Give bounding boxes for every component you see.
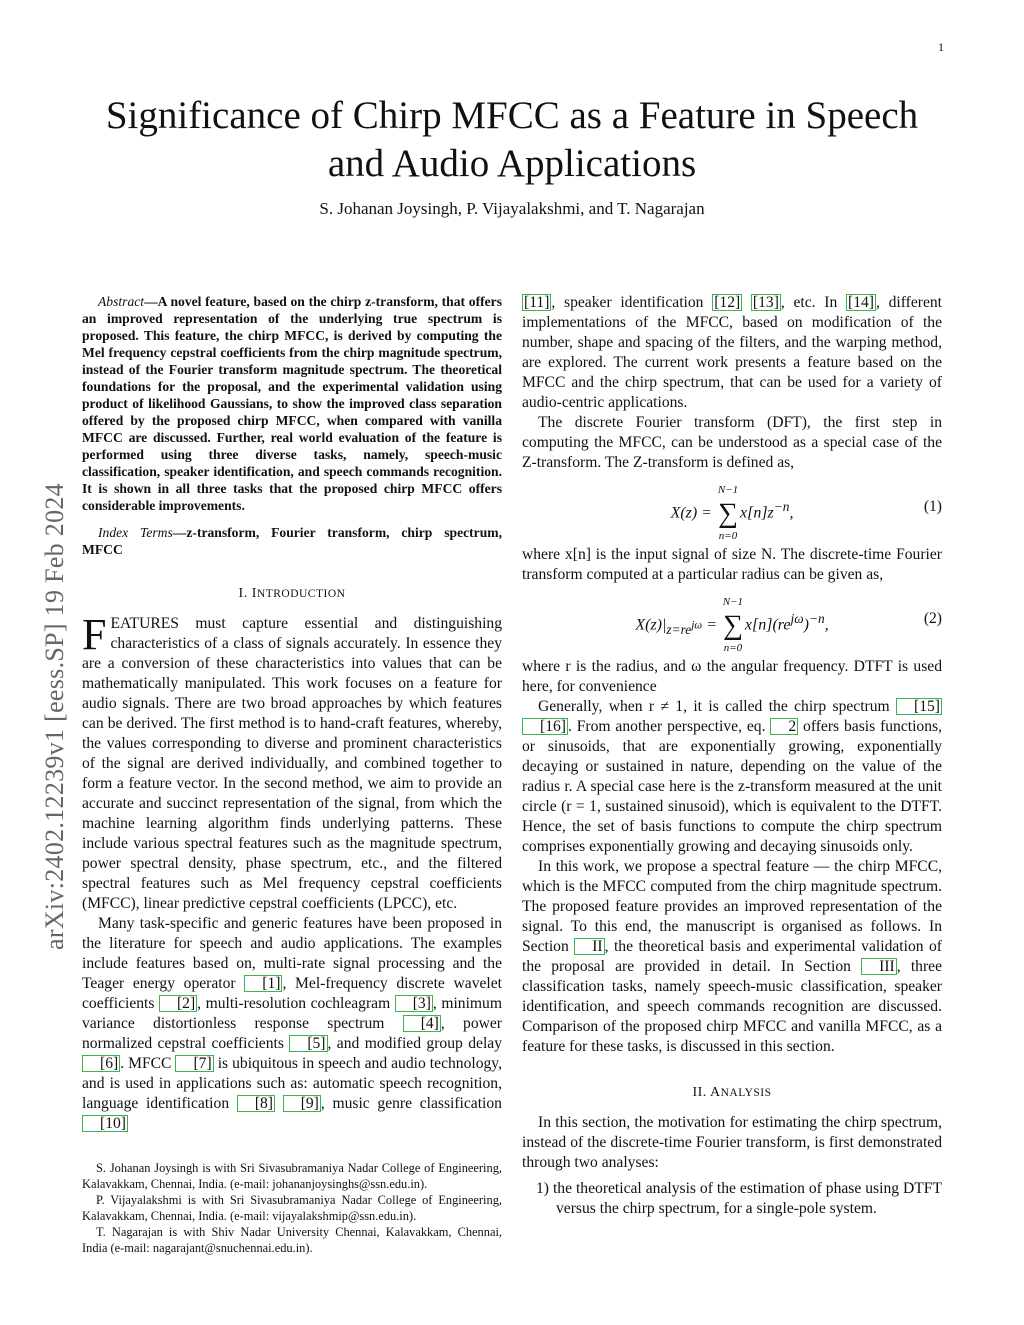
footnote-author-1: S. Johanan Joysingh is with Sri Sivasubramaniya Nadar College of Engineering, Kalavakkam, Chennai, India. (e-mail: johananjoysinghs@ssn.edu.in). [82,1161,502,1191]
right-column [522,293,942,1219]
citation-link[interactable]: [10] [82,1115,128,1132]
index-terms-text: —z-transform, Fourier transform, chirp spectrum, MFCC [82,525,502,557]
abstract-text: —A novel feature, based on the chirp z-transform, that offers an improved representation of the underlying true spectrum is proposed. This feature, the chirp MFCC, is derived by computing the Mel frequency cepstral coefficients from the chirp magnitude spectrum, instead of the Fourier transform magnitude spectrum. The theoretical foundations for the proposal, and the experimental validation using product of likelihood Gaussians, to show the improved class separation offered by the proposed chirp MFCC, when compared with vanilla MFCC are discussed. Further, real world evaluation of the feature is performed using three diverse tasks, namely, speech-music classification, speaker identification, and speech commands recognition. It is shown in all three tasks that the proposed chirp MFCC offers considerable improvements. [82,294,502,513]
equation-1: X(z) = N−1 ∑ n=0 $x[n]z^{-n}$, (1) [670,483,942,542]
citation-link[interactable]: [2] [159,995,197,1012]
footnotes [82,1160,502,1256]
citation-link[interactable]: [11] [524,294,550,311]
intro-paragraph-6: where r is the radius, and ω the angular frequency. DTFT is used here, for convenience [522,658,942,695]
citation-link[interactable]: [3] [395,995,433,1012]
intro-paragraph-7: Generally, when r ≠ 1, it is called the chirp spectrum [15] [16] . From another perspective, eq. 2 offers basis functions, or sinusoids, that are exponentially growing, exponentially decaying or sustained in nature, depending on the value of the radius r. A special case here is the z-transform measured at the unit circle (r = 1, sustained sinusoid), which is equivalent to the DTFT. Hence, the set of basis functions to compute the chirp spectrum comprises exponentially growing and decaying sinusoids only. [522,698,942,855]
page-number: 1 [938,40,944,54]
citation-link[interactable]: [5] [289,1035,327,1052]
citation-link[interactable]: [1] [244,975,282,992]
paper-authors: S. Johanan Joysingh, P. Vijayalakshmi, and T. Nagarajan [319,199,705,218]
drop-cap: F [82,610,107,659]
index-terms [82,524,502,558]
abstract [82,293,502,514]
citation-link[interactable]: [4] [403,1015,441,1032]
analysis-paragraph-1: In this section, the motivation for estimating the chirp spectrum, instead of the discrete-time Fourier transform, is first demonstrated through two analyses: [522,1114,942,1171]
intro-paragraph-5: where x[n] is the input signal of size N. The discrete-time Fourier transform computed at a particular radius can be given as, [522,546,942,583]
intro-paragraph-1: FEATURES must capture essential and distinguishing characteristics of a class of signals accurately. In essence they are a conversion of these characteristics into values that can be mathematically manipulated. This work focuses on a feature for audio signals. There are two broad approaches by which features can be derived. The first method is to hand-craft features, whereby, the values corresponding to diverse and prominent characteristics of the signal are derived individually, and combined together to form a feature vector. In the second method, we aim to provide an accurate and succinct representation of the signal, from which the machine learning algorithm finds underlying patterns. These include various spectral features such as the magnitude spectrum, power spectral density, phase spectrum, etc., and the filtered spectral features such as Mel frequency cepstral coefficients (MFCC), linear predictive cepstral coefficients (LPCC), etc. [82,610,502,912]
citation-link[interactable]: [13] [752,294,779,311]
intro-paragraph-8: In this work, we propose a spectral feature — the chirp MFCC, which is the MFCC computed from the chirp magnitude spectrum. The proposed feature provides an improved representation of the signal. To this end, the manuscript is organised as follows. In Section II , the theoretical basis and experimental validation of the proposal are provided in detail. In Section III , three classification tasks, namely speech-music classification, speaker identification, and speech commands recognition are discussed. Comparison of the proposed chirp MFCC and vanilla MFCC, as a feature for these tasks, is discussed in this section. [522,858,942,1055]
intro-paragraph-2: Many task-specific and generic features have been proposed in the literature for speech and audio applications. The examples include features based on, multi-rate signal processing and the Teager energy operator [1] , Mel-frequency discrete wavelet coefficients [2] , multi-resolution cochleagram [3] , minimum variance distortionless response spectrum [4] , power normalized cepstral coefficients [5] , and modified group delay [6] . MFCC [7] is ubiquitous in speech and audio technology, and is used in applications such as: automatic speech recognition, language identification [8] [9] , music genre classification [10] [82,915,503,1132]
abstract-label: Abstract [98,294,145,309]
citation-link[interactable]: [12] [714,294,741,311]
section-reference-link[interactable]: III [861,958,897,975]
section-reference-link[interactable]: II [574,938,604,955]
citation-link[interactable]: [8] [237,1095,275,1112]
intro-paragraph-3: [11] , speaker identification [12] [13] , etc. In [14] , different implementations of the MFCC, based on modification of the number, shape and spacing of the filters, and the warping method, are explored. The current work presents a feature based on the MFCC and the chirp spectrum, that can be used for a variety of audio-centric applications. [522,294,942,411]
citation-link[interactable]: [9] [283,1095,321,1112]
paper-title: Significance of Chirp MFCC as a Feature in Speech and Audio Applications [105,94,919,185]
equation-number: (1) [923,498,942,515]
footnote-author-3: T. Nagarajan is with Shiv Nadar University Chennai, Kalavakkam, Chennai, India (e-mail: nagarajant@snuchennai.edu.in). [82,1225,502,1255]
intro-paragraph-4: The discrete Fourier transform (DFT), the first step in computing the MFCC, can be understood as a special case of the Z-transform. The Z-transform is defined as, [522,414,942,471]
citation-link[interactable]: [15] [896,698,942,715]
citation-link[interactable]: [16] [522,718,568,735]
citation-link[interactable]: [14] [848,294,874,311]
index-terms-label: Index Terms [98,525,173,540]
arxiv-identifier-wrapper [40,483,69,951]
analysis-list-item-1: 1) the theoretical analysis of the estimation of phase using DTFT versus the chirp spectrum, for a single-pole system. [536,1180,942,1217]
section-heading-analysis: II. ANALYSIS [692,1085,772,1100]
equation-reference-link[interactable]: 2 [770,718,798,735]
arxiv-identifier: arXiv:2402.12239v1 [eess.SP] 19 Feb 2024 [40,483,69,950]
left-column [82,293,502,1134]
footnote-author-2: P. Vijayalakshmi is with Sri Sivasubramaniya Nadar College of Engineering, Kalavakkam, Chennai, India. (e-mail: vijayalakshmip@ssn.edu.in). [82,1193,502,1223]
equation-number: (2) [923,610,942,627]
equation-2: $X(z)|_{z=re^{j\omega}}$ = N−1 ∑ n=0 $x[n](re^{j\omega})^{-n}$, (2) [635,595,942,654]
citation-link[interactable]: [6] [82,1055,120,1072]
section-heading-introduction: I. INTRODUCTION [238,586,346,601]
citation-link[interactable]: [7] [175,1055,213,1072]
